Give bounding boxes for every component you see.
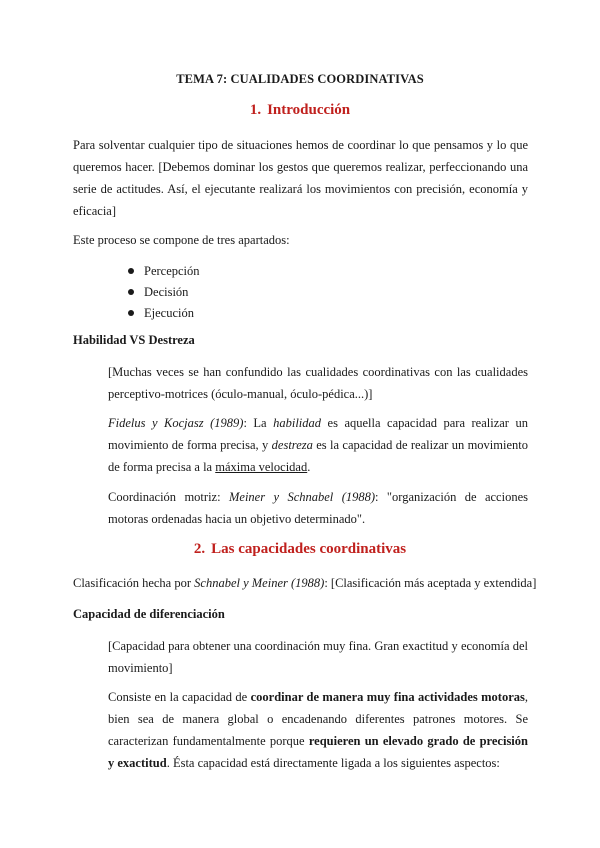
classification-label: Clasificación hecha por bbox=[73, 576, 195, 590]
text-run: . bbox=[307, 460, 311, 474]
max-velocidad: máxima velocidad bbox=[215, 460, 308, 474]
fidelus-authors: Fidelus y Kocjasz (1989) bbox=[108, 416, 244, 430]
process-intro: Este proceso se compone de tres apartados: bbox=[73, 233, 290, 247]
section-1-number: 1. bbox=[249, 102, 262, 118]
classification-authors: Schnabel y Meiner (1988) bbox=[194, 576, 325, 590]
classification-line bbox=[73, 572, 536, 594]
document-title: TEMA 7: CUALIDADES COORDINATIVAS bbox=[176, 72, 424, 86]
process-list bbox=[128, 261, 200, 324]
habilidad-subheading: Habilidad VS Destreza bbox=[73, 333, 195, 347]
fidelus-paragraph bbox=[108, 412, 528, 478]
section-1-title: Introducción bbox=[267, 102, 351, 118]
consiste-bold-2: requieren un elevado grado de precisión y exactitud bbox=[108, 734, 528, 770]
intro-paragraph: Para solventar cualquier tipo de situaciones hemos de coordinar lo que pensamos y lo que queremos hacer. [Debemos dominar los gestos que queremos realizar, perfeccionando una serie de actitudes. Así, el ejecutante realizará los movimientos con precisión, economía y eficacia] bbox=[73, 138, 528, 218]
section-2-heading bbox=[0, 541, 600, 558]
list-item: Ejecución bbox=[128, 303, 200, 324]
classification-text: : [Clasificación más aceptada y extendida] bbox=[324, 576, 537, 590]
coordinacion-label: Coordinación motriz: bbox=[108, 490, 229, 504]
diferenciacion-subheading: Capacidad de diferenciación bbox=[73, 607, 225, 621]
section-2-title: Las capacidades coordinativas bbox=[211, 541, 407, 557]
list-item: Decisión bbox=[128, 282, 200, 303]
text-run: es la capacidad de realizar un movimiento de forma precisa a la bbox=[108, 438, 528, 474]
text-run: es aquella capacidad para realizar un movimiento de forma precisa, y bbox=[108, 416, 528, 452]
coordinacion-text: : "organización de acciones motoras ordenadas hacia un objetivo determinado". bbox=[108, 490, 528, 526]
diferenciacion-definition: [Capacidad para obtener una coordinación muy fina. Gran exactitud y economía del movimiento] bbox=[108, 639, 528, 675]
section-2-number: 2. bbox=[193, 541, 206, 557]
coordinacion-authors: Meiner y Schnabel (1988) bbox=[228, 490, 376, 504]
term-habilidad: habilidad bbox=[273, 416, 322, 430]
consiste-paragraph bbox=[108, 686, 528, 774]
list-item: Percepción bbox=[128, 261, 200, 282]
text-run: Consiste en la capacidad de bbox=[108, 690, 251, 704]
consiste-bold-1: coordinar de manera muy fina actividades motoras bbox=[250, 690, 525, 704]
term-destreza: destreza bbox=[271, 438, 313, 452]
section-1-heading bbox=[0, 102, 600, 119]
text-run: , bien sea de manera global o encadenando diferentes patrones motores. Se caracterizan fundamentalmente porque bbox=[108, 690, 528, 748]
text-run: . Ésta capacidad está directamente ligada a los siguientes aspectos: bbox=[166, 756, 500, 770]
text-run: : La bbox=[243, 416, 274, 430]
confusion-note: [Muchas veces se han confundido las cualidades coordinativas con las cualidades perceptivo-motrices (óculo-manual, óculo-pédica...)] bbox=[108, 365, 528, 401]
coordinacion-paragraph bbox=[108, 486, 528, 530]
